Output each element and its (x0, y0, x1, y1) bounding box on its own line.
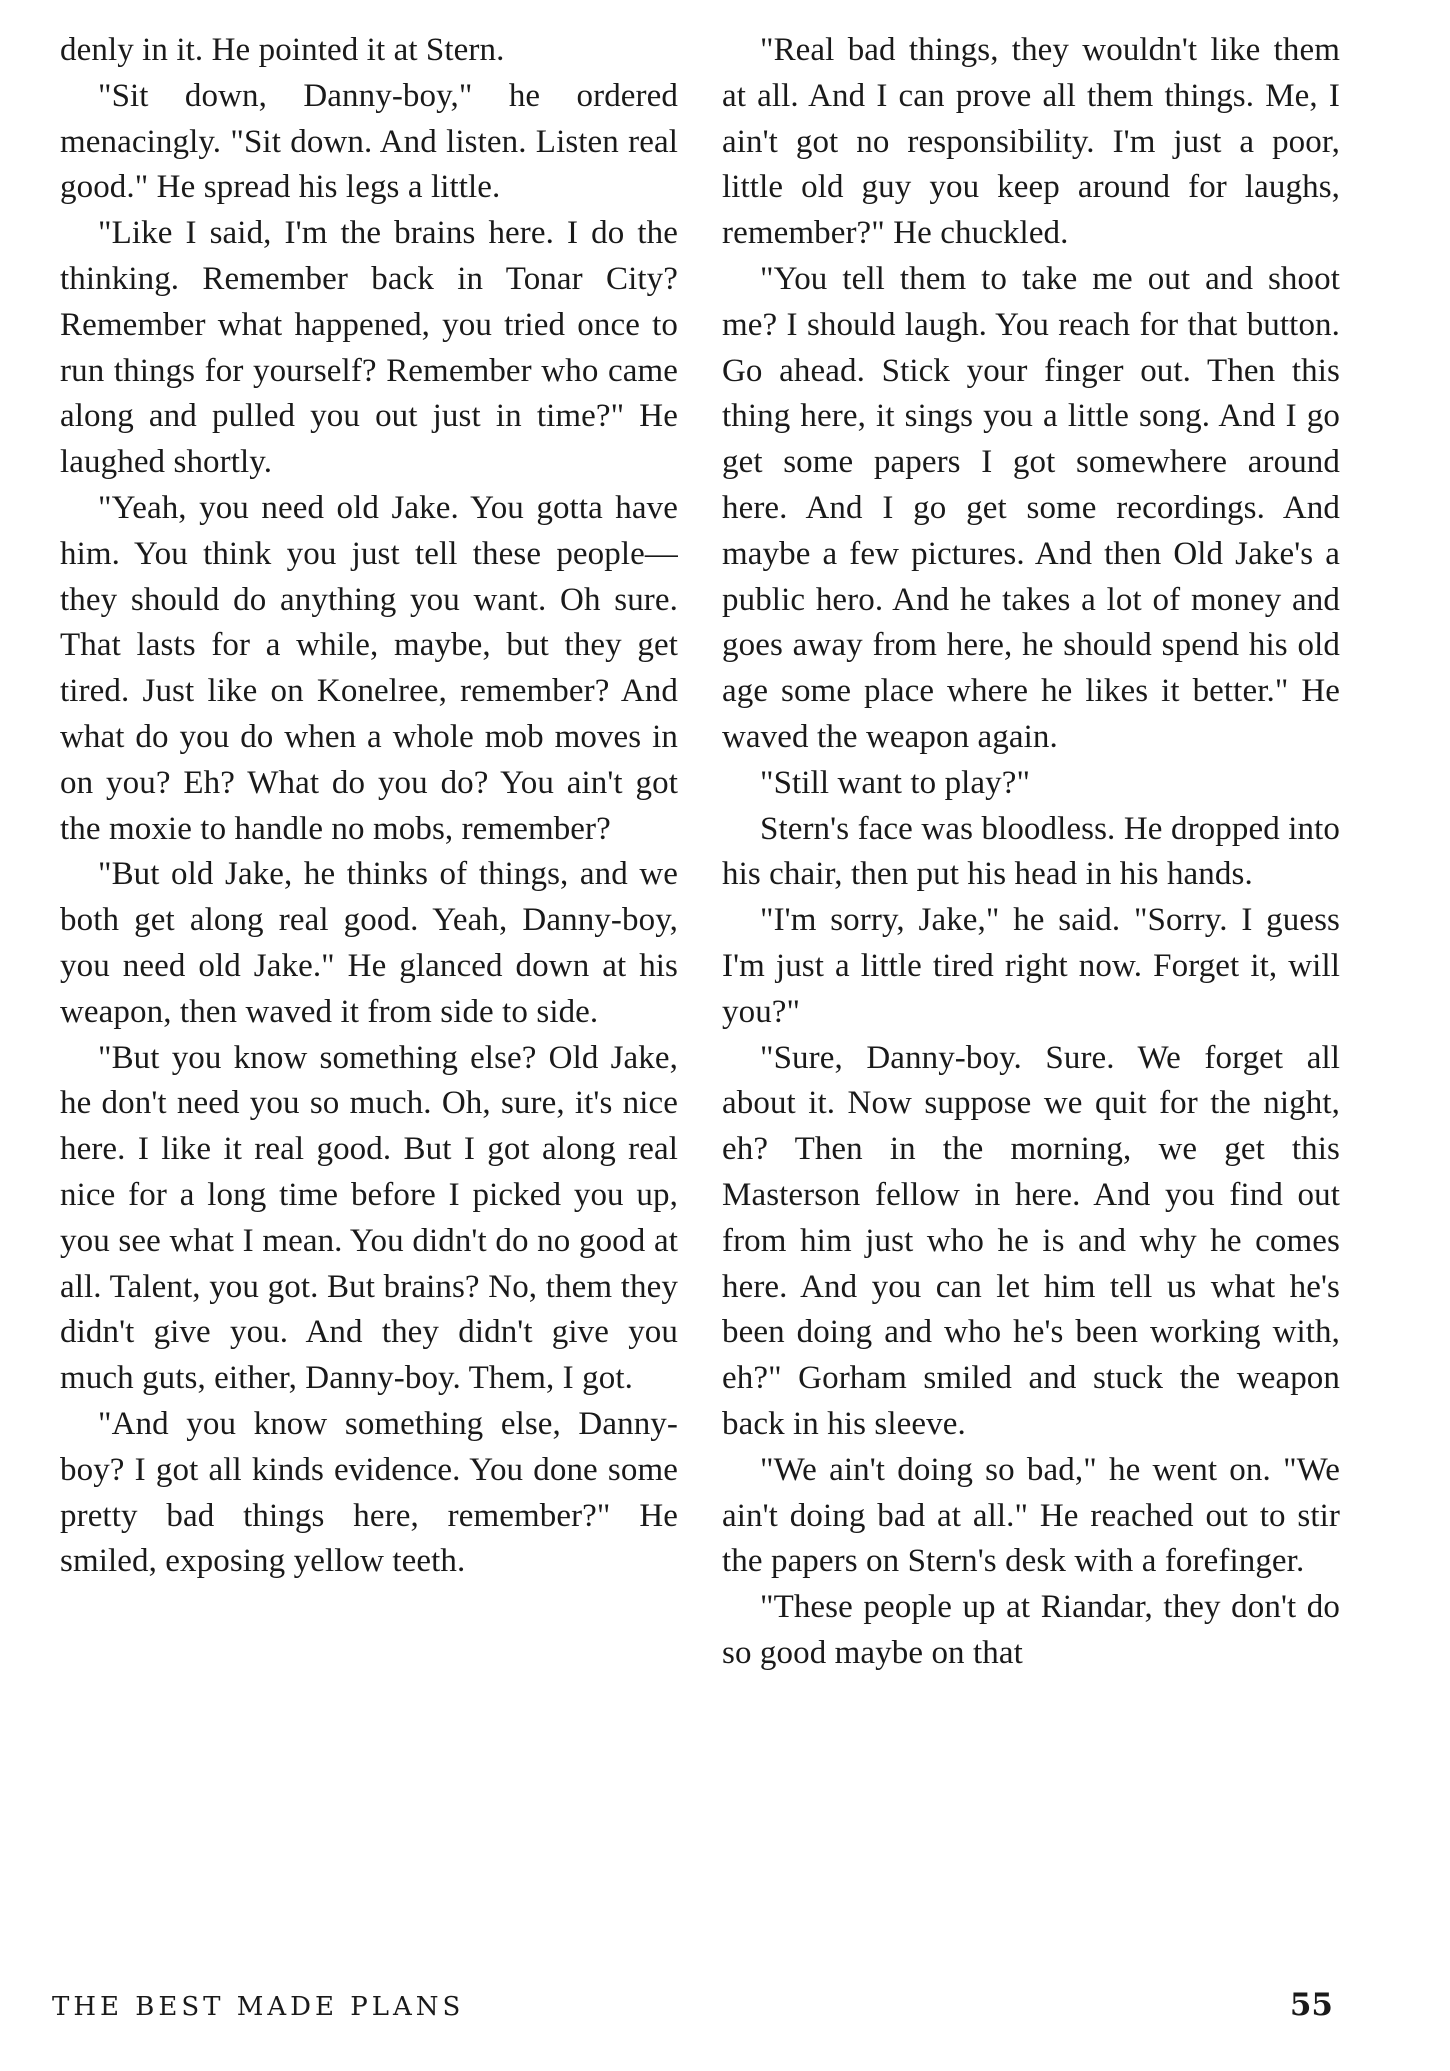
paragraph: denly in it. He pointed it at Stern. (60, 32, 505, 68)
text-column-left (60, 28, 678, 1958)
paragraph: "And you know something else, Danny-boy? I got all kinds evidence. You done some pretty bad things here, remember?" He smiled, exposing yellow teeth. (60, 1405, 678, 1580)
paragraph: "Still want to play?" (760, 764, 1031, 801)
paragraph: "You tell them to take me out and shoot me? I should laugh. You reach for that button. Go ahead. Stick your finger out. Then this thing here, it sings you a little song. And I go get some papers I got somewhere around here. And I go get some recordings. And maybe a few pictures. And then Old Jake's a public hero. And he takes a lot of money and goes away from here, he should spend his old age some place where he likes it better." He waved the weapon again. (722, 260, 1340, 755)
paragraph: "Sit down, Danny-boy," he ordered menacingly. "Sit down. And listen. Listen real good." He spread his legs a little. (60, 77, 678, 206)
paragraph: "We ain't doing so bad," he went on. "We ain't doing bad at all." He reached out to stir the papers on Stern's desk with a forefinger. (722, 1451, 1340, 1580)
paragraph: "These people up at Riandar, they don't do so good maybe on that (722, 1589, 1340, 1671)
paragraph: "Yeah, you need old Jake. You gotta have him. You think you just tell these people—they should do anything you want. Oh sure. That lasts for a while, maybe, but they get tired. Just like on Konelree, remember? And what do you do when a whole mob moves in on you? Eh? What do you do? You ain't got the moxie to handle no mobs, remember? (60, 489, 678, 847)
paragraph: "But old Jake, he thinks of things, and we both get along real good. Yeah, Danny-boy, you need old Jake." He glanced down at his weapon, then waved it from side to side. (60, 856, 678, 1030)
paragraph: "Sure, Danny-boy. Sure. We forget all about it. Now suppose we quit for the night, eh? Then in the morning, we get this Masterson fellow in here. And you find out from him just who he is and why he comes here. And you can let him tell us what he's been doing and who he's been working with, eh?" Gorham smiled and stuck the weapon back in his sleeve. (722, 1039, 1340, 1442)
paragraph: "Real bad things, they wouldn't like them at all. And I can prove all them things. Me, I ain't got no responsibility. I'm just a poor, little old guy you keep around for laughs, remember?" He chuckled. (722, 32, 1340, 252)
paragraph: Stern's face was bloodless. He dropped into his chair, then put his head in his hands. (722, 810, 1340, 893)
text-column-right (722, 28, 1340, 1958)
running-footer-title: THE BEST MADE PLANS (52, 1992, 465, 2022)
page-number: 55 (1289, 1987, 1333, 2023)
paragraph: "I'm sorry, Jake," he said. "Sorry. I guess I'm just a little tired right now. Forget it, will you?" (722, 902, 1340, 1030)
paragraph: "Like I said, I'm the brains here. I do the thinking. Remember back in Tonar City? Remember what happened, you tried once to run things for yourself? Remember who came along and pulled you out just in time?" He laughed shortly. (60, 215, 678, 481)
paragraph: "But you know something else? Old Jake, he don't need you so much. Oh, sure, it's nice here. I like it real good. But I got along real nice for a long time before I picked you up, you see what I mean. You didn't do no good at all. Talent, you got. But brains? No, them they didn't give you. And they didn't give you much guts, either, Danny-boy. Them, I got. (60, 1039, 678, 1397)
